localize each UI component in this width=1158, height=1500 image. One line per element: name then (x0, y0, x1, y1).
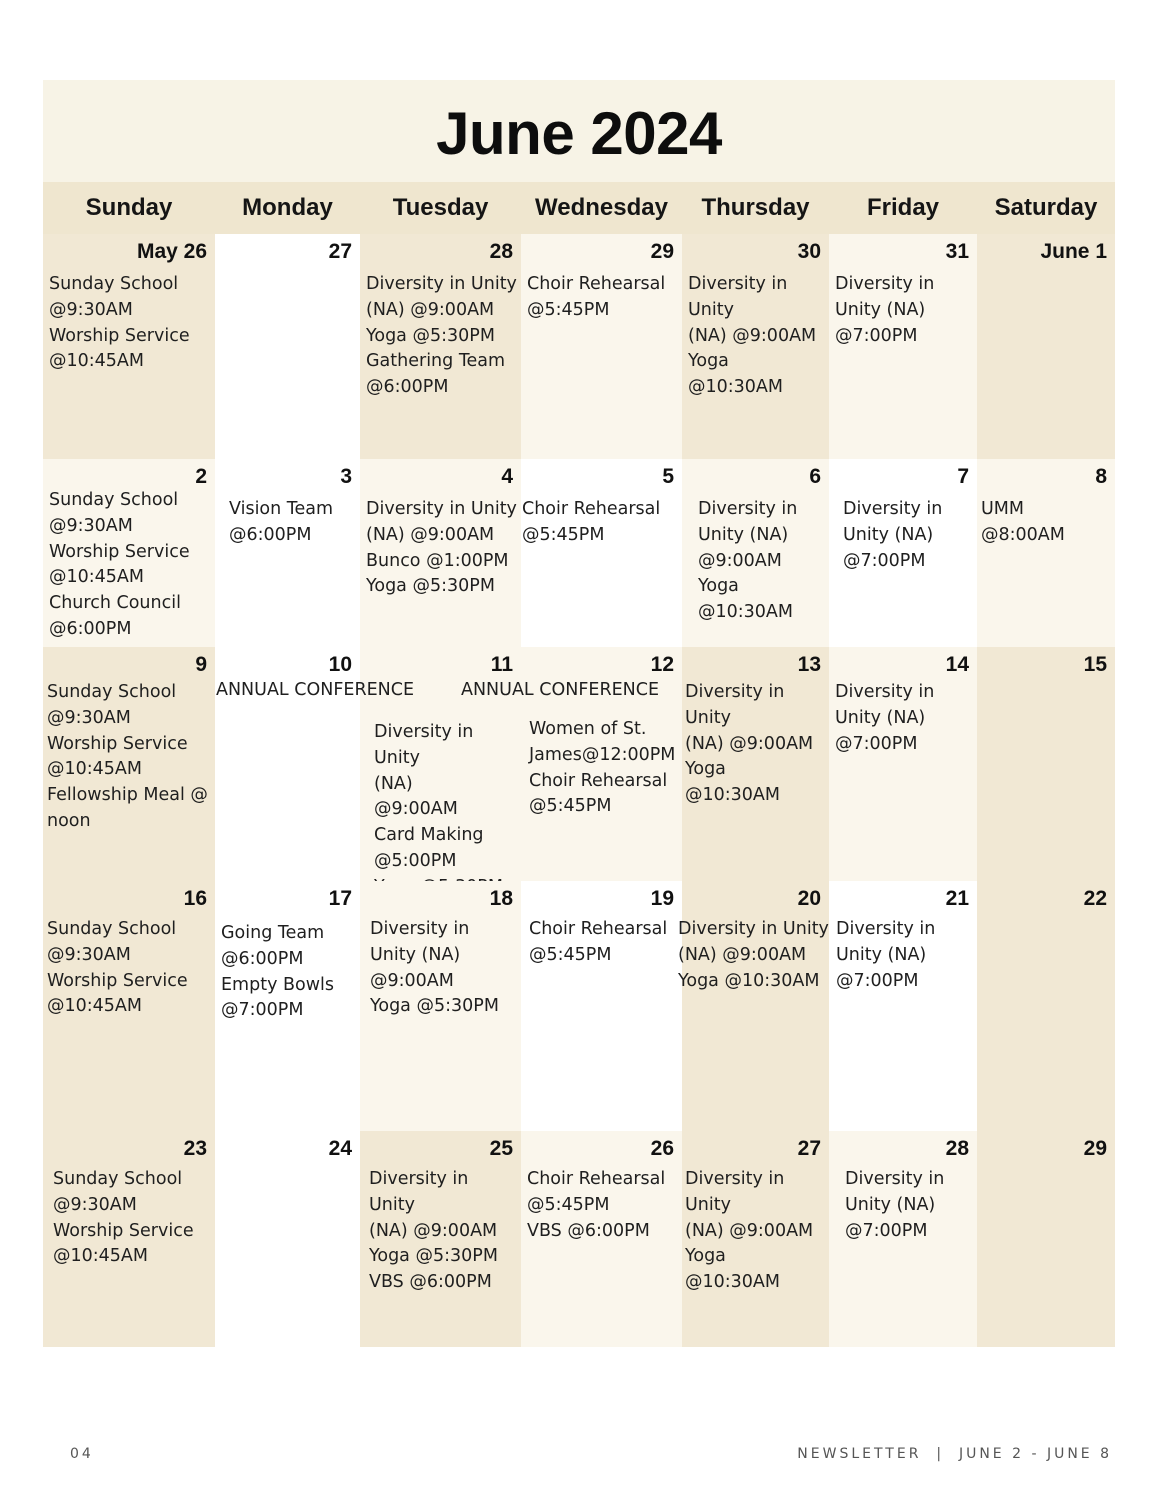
day-events: Diversity in Unity (NA) @7:00PM (836, 919, 936, 991)
day-events: Diversity in Unity (NA) @9:00AM Yoga @5:30PM Gathering Team @6:00PM (366, 274, 517, 398)
day-number: 15 (1083, 653, 1107, 676)
day-cell[interactable] (829, 881, 977, 1131)
day-events: Choir Rehearsal @5:45PM VBS @6:00PM (527, 1169, 666, 1241)
day-events: Diversity in Unity (NA) @7:00PM (835, 274, 935, 346)
day-number: 11 (490, 653, 513, 676)
day-events: Diversity in Unity (NA) @9:00AM Yoga @5:30PM VBS @6:00PM (369, 1169, 498, 1293)
day-events: Women of St. James@12:00PM Choir Rehearsal @5:45PM (529, 719, 676, 817)
day-events: Sunday School @9:30AM Worship Service @10:45AM (53, 1169, 194, 1267)
day-events: Sunday School @9:30AM Worship Service @10:45AM (49, 274, 190, 372)
page-title: June 2024 (436, 99, 722, 167)
day-cell[interactable] (360, 1131, 521, 1347)
day-cell[interactable] (215, 234, 360, 459)
day-cell[interactable] (678, 881, 829, 1131)
day-number: 10 (328, 653, 352, 676)
day-number: 20 (797, 887, 821, 910)
day-cell[interactable] (829, 234, 977, 459)
day-cell[interactable] (829, 459, 977, 647)
weekday-monday: Monday (242, 194, 333, 221)
weekday-wednesday: Wednesday (535, 194, 668, 221)
day-number: 13 (797, 653, 821, 676)
day-cell[interactable] (43, 459, 215, 647)
day-events: Diversity in Unity (NA) @9:00AM Card Making @5:00PM (374, 722, 484, 871)
day-cell[interactable] (521, 459, 682, 647)
day-cell[interactable] (977, 459, 1115, 647)
day-cell[interactable] (829, 1131, 977, 1347)
day-cell[interactable] (43, 1131, 215, 1347)
calendar-week (43, 647, 1115, 881)
weekday-sunday: Sunday (85, 194, 173, 221)
day-number: 14 (945, 653, 969, 676)
day-events: Going Team @6:00PM Empty Bowls @7:00PM (221, 923, 334, 1021)
day-events: Diversity in Unity (NA) @7:00PM (835, 682, 935, 754)
day-number: 5 (662, 465, 674, 488)
day-number: 31 (945, 240, 969, 263)
day-events: UMM @8:00AM (981, 499, 1065, 545)
annual-conference-label: ANNUAL CONFERENCE (216, 680, 415, 700)
day-cell[interactable] (521, 881, 682, 1131)
day-cell[interactable] (215, 459, 360, 647)
title-band (43, 80, 1115, 182)
day-number: 21 (945, 887, 969, 910)
day-number: 28 (489, 240, 513, 263)
day-cell[interactable] (43, 881, 215, 1131)
day-cell[interactable] (360, 234, 521, 459)
day-number: 26 (650, 1137, 674, 1160)
day-events: Diversity in Unity (NA) @9:00AM Yoga @10:30AM (685, 682, 814, 806)
page-number: 04 (70, 1446, 94, 1462)
day-events: Diversity in Unity (NA) @7:00PM (843, 499, 943, 571)
day-cell[interactable] (682, 647, 829, 881)
day-number: 27 (797, 1137, 821, 1160)
day-number: 30 (797, 240, 821, 263)
day-cell[interactable] (521, 1131, 682, 1347)
day-cell[interactable] (43, 647, 215, 881)
day-events: Choir Rehearsal @5:45PM (527, 274, 666, 320)
day-cell[interactable] (977, 234, 1115, 459)
day-cell[interactable] (977, 647, 1115, 881)
day-number: 23 (183, 1137, 207, 1160)
day-events: Choir Rehearsal @5:45PM (529, 919, 668, 965)
day-events: Sunday School @9:30AM Worship Service @10:45AM (47, 919, 188, 1017)
day-cell[interactable] (215, 881, 360, 1131)
day-events: Diversity in Unity (NA) @9:00AM Yoga @10:30AM (685, 1169, 814, 1293)
day-events: Diversity in Unity (NA) @9:00AM Yoga @10:30AM (698, 499, 798, 623)
day-events: Sunday School @9:30AM Worship Service @10:45AM Fellowship Meal @ noon (47, 682, 208, 831)
day-number: 17 (328, 887, 352, 910)
day-cell[interactable] (43, 234, 215, 459)
day-events: Vision Team @6:00PM (229, 499, 334, 545)
day-cell[interactable] (829, 647, 977, 881)
day-cell[interactable] (215, 1131, 360, 1347)
day-events: Diversity in Unity (NA) @9:00AM Yoga @5:30PM (370, 919, 499, 1017)
day-number: 4 (501, 465, 513, 488)
day-number: 16 (183, 887, 207, 910)
day-number: 25 (489, 1137, 513, 1160)
day-events: Diversity in Unity (NA) @9:00AM Yoga @10:30AM (688, 274, 817, 398)
day-cell[interactable] (977, 1131, 1115, 1347)
day-number: 12 (650, 653, 674, 676)
day-cell[interactable] (977, 881, 1115, 1131)
day-cell[interactable] (682, 1131, 829, 1347)
day-number: 29 (650, 240, 674, 263)
day-events: Diversity in Unity (NA) @9:00AM Bunco @1:00PM Yoga @5:30PM (366, 499, 517, 597)
day-cell[interactable] (360, 459, 521, 647)
weekday-saturday: Saturday (994, 194, 1098, 221)
day-cell[interactable] (360, 881, 521, 1131)
calendar-week (43, 881, 1115, 1131)
day-number: 8 (1095, 465, 1107, 488)
day-events: Diversity in Unity (NA) @9:00AM Yoga @10:30AM (678, 919, 829, 991)
weekday-header-row (43, 182, 1115, 234)
day-number: 22 (1083, 887, 1107, 910)
day-events: Choir Rehearsal @5:45PM (522, 499, 661, 545)
annual-conference-label: ANNUAL CONFERENCE (461, 680, 660, 700)
day-number: 9 (195, 653, 207, 676)
day-number: 19 (650, 887, 674, 910)
calendar-week (43, 234, 1115, 459)
day-number: 27 (328, 240, 352, 263)
day-number: 28 (945, 1137, 969, 1160)
day-number: 6 (809, 465, 821, 488)
calendar-week (43, 1131, 1115, 1347)
weekday-friday: Friday (866, 194, 940, 221)
day-number: May 26 (136, 240, 207, 263)
day-number: 3 (340, 465, 352, 488)
day-number: 18 (489, 887, 513, 910)
newsletter-footer-label: NEWSLETTER | JUNE 2 - JUNE 8 (797, 1446, 1112, 1462)
weekday-thursday: Thursday (701, 194, 810, 221)
day-cell[interactable] (682, 459, 829, 647)
day-number: 29 (1083, 1137, 1107, 1160)
day-cell[interactable] (521, 234, 682, 459)
calendar-week (43, 459, 1115, 647)
day-number: June 1 (1040, 240, 1107, 263)
day-events: Sunday School @9:30AM Worship Service @10:45AM Church Council @6:00PM (49, 490, 190, 639)
weekday-tuesday: Tuesday (392, 194, 489, 221)
day-number: 7 (957, 465, 969, 488)
day-number: 24 (328, 1137, 352, 1160)
day-number: 2 (195, 465, 207, 488)
day-cell[interactable] (682, 234, 829, 459)
day-events: Diversity in Unity (NA) @7:00PM (845, 1169, 945, 1241)
